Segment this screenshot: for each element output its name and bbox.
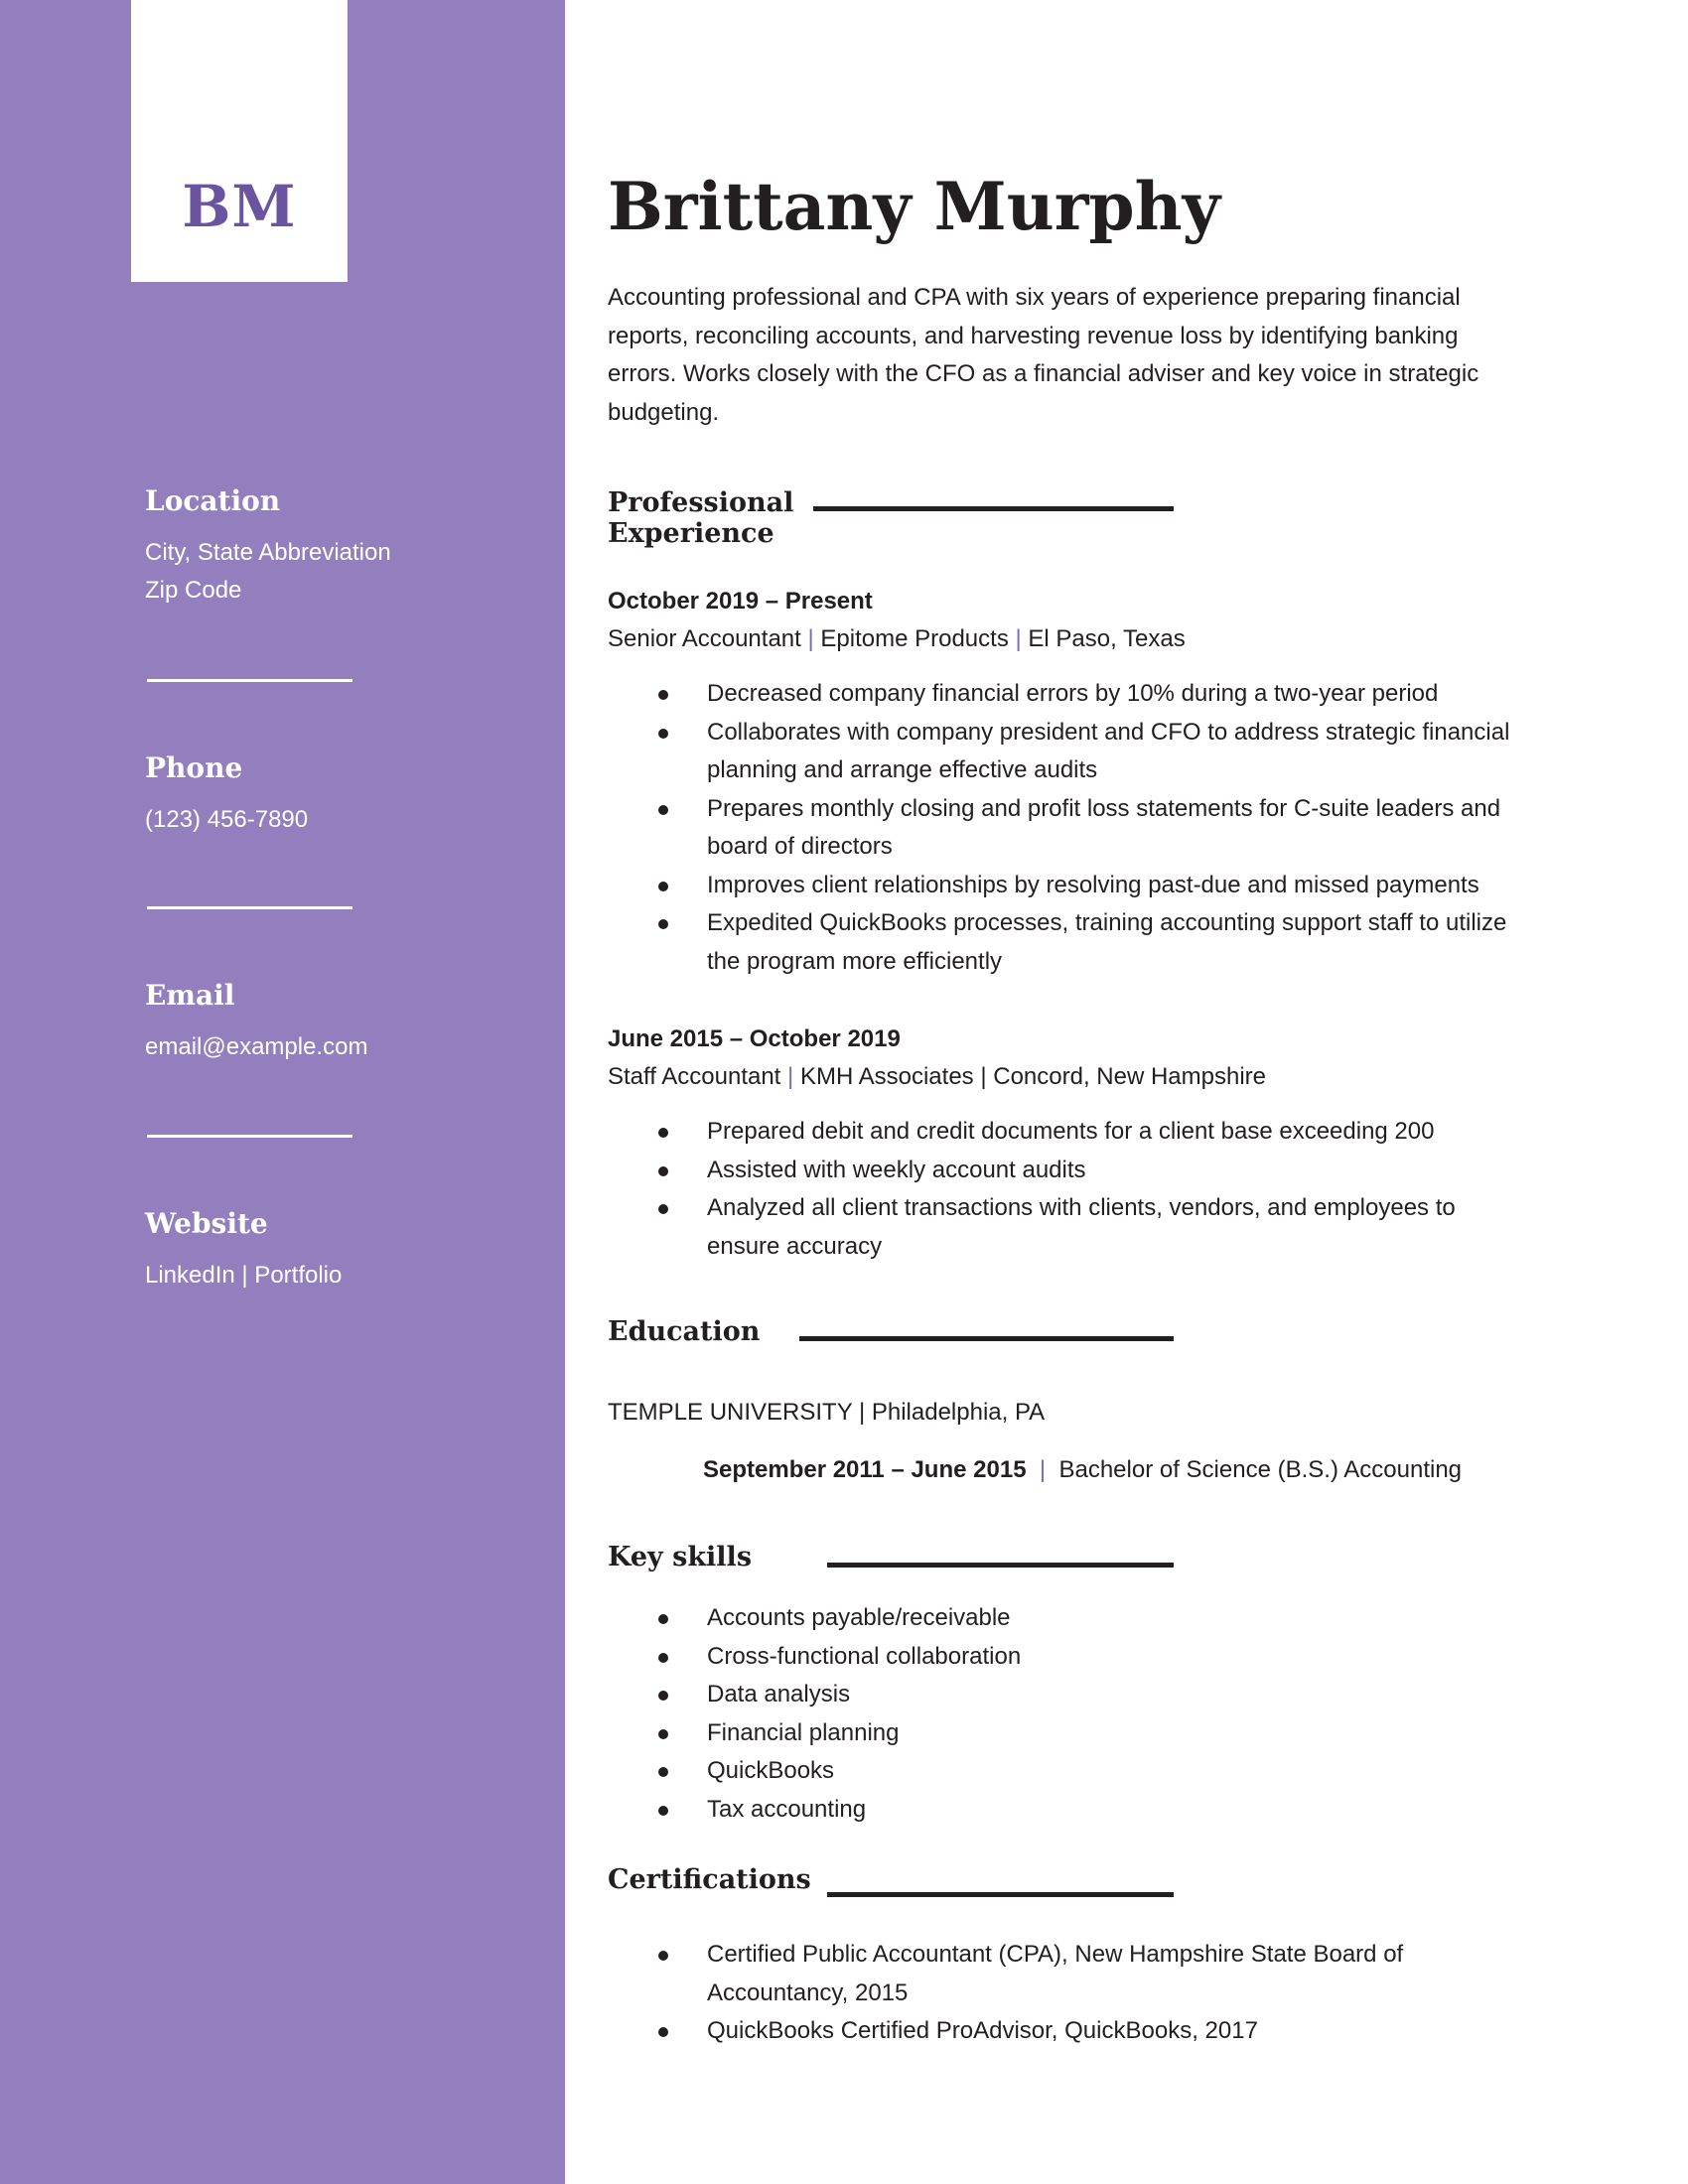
skills-heading: Key skills — [608, 1542, 753, 1572]
job-bullets — [608, 1113, 1531, 1266]
skill-text: Data analysis — [707, 1681, 851, 1707]
education-degree-line — [703, 1453, 1462, 1487]
job-bullets — [608, 675, 1531, 981]
summary: Accounting professional and CPA with six years of experience preparing financial reports, reconciling accounts, and harvesting revenue loss by identifying banking errors. Works closely with the CFO as a financial adviser and key voice in strategic budgeting. — [608, 284, 1479, 426]
bullet-icon — [658, 690, 668, 700]
certifications-heading: Certifications — [608, 1864, 811, 1895]
location-section — [145, 484, 542, 610]
education-degree: Bachelor of Science (B.S.) Accounting — [1058, 1456, 1463, 1483]
section-rule — [813, 506, 1174, 511]
phone-value: (123) 456-7890 — [145, 806, 309, 833]
skill-text: Financial planning — [707, 1718, 900, 1746]
list-item — [608, 1638, 1531, 1677]
email-section — [145, 979, 542, 1066]
bullet-icon — [658, 1653, 668, 1663]
list-item — [608, 1936, 1531, 2012]
email-text — [145, 1028, 542, 1066]
section-rule — [827, 1892, 1174, 1897]
sidebar — [0, 0, 565, 2184]
certifications-list — [608, 1936, 1531, 2051]
bullet-icon — [658, 729, 668, 739]
list-item — [608, 867, 1531, 905]
list-item — [608, 790, 1531, 867]
skill-text: Accounts payable/receivable — [707, 1604, 1011, 1631]
job-company: Epitome Products — [820, 625, 1009, 652]
list-item — [608, 1189, 1531, 1266]
phone-heading: Phone — [145, 751, 243, 784]
separator: | — [1033, 1456, 1053, 1483]
bullet-text: Prepared debit and credit documents for a client base exceeding 200 — [707, 1118, 1435, 1145]
sidebar-divider — [147, 1135, 352, 1138]
bullet-icon — [658, 1614, 668, 1624]
bullet-icon — [658, 1951, 668, 1961]
job-company-location: KMH Associates | Concord, New Hampshire — [799, 1063, 1267, 1090]
bullet-text: Expedited QuickBooks processes, training accounting support staff to utilize the program more efficiently — [707, 909, 1507, 975]
bullet-text: Prepares monthly closing and profit loss statements for C-suite leaders and board of directors — [707, 794, 1501, 860]
skill-text: Tax accounting — [707, 1795, 867, 1823]
list-item — [608, 2012, 1531, 2051]
experience-heading — [608, 487, 793, 549]
certification-text: Certified Public Accountant (CPA), New Hampshire State Board of Accountancy, 2015 — [707, 1941, 1404, 2006]
email-heading: Email — [145, 979, 235, 1012]
location-line-city: City, State Abbreviation — [145, 539, 391, 566]
bullet-icon — [658, 805, 668, 815]
bullet-icon — [658, 1729, 668, 1739]
bullet-text: Improves client relationships by resolving past-due and missed payments — [707, 871, 1479, 898]
bullet-icon — [658, 1166, 668, 1176]
job-title: Staff Accountant — [608, 1063, 781, 1090]
phone-section — [145, 751, 542, 839]
bullet-text: Collaborates with company president and CFO to address strategic financial planning and arrange effective audits — [707, 718, 1510, 783]
job-title-line — [608, 623, 1186, 655]
bullet-icon — [658, 919, 668, 929]
website-heading: Website — [145, 1207, 268, 1240]
sidebar-divider — [147, 906, 352, 909]
bullet-icon — [658, 1767, 668, 1777]
skills-list — [608, 1599, 1531, 1829]
list-item — [608, 714, 1531, 790]
location-text — [145, 534, 542, 610]
monogram: BM — [182, 173, 297, 240]
location-heading: Location — [145, 484, 281, 517]
bullet-icon — [658, 1128, 668, 1138]
list-item — [608, 1676, 1531, 1714]
job-dates: June 2015 – October 2019 — [608, 1025, 901, 1052]
website-links[interactable]: LinkedIn | Portfolio — [145, 1262, 343, 1289]
sidebar-divider — [147, 679, 352, 682]
monogram-box — [131, 0, 348, 282]
list-item — [608, 1752, 1531, 1791]
certification-text: QuickBooks Certified ProAdvisor, QuickBooks, 2017 — [707, 2017, 1258, 2044]
separator: | — [787, 1063, 794, 1090]
location-line-zip: Zip Code — [145, 577, 242, 604]
section-rule — [827, 1563, 1174, 1568]
list-item — [608, 675, 1531, 714]
separator: | — [807, 625, 814, 652]
job-location: El Paso, Texas — [1028, 625, 1186, 652]
applicant-name: Brittany Murphy — [608, 168, 1220, 245]
job-title-line — [608, 1061, 1266, 1093]
phone-text — [145, 801, 542, 839]
bullet-icon — [658, 2027, 668, 2037]
skill-text: QuickBooks — [707, 1757, 835, 1784]
list-item — [608, 1714, 1531, 1753]
job-title: Senior Accountant — [608, 625, 801, 652]
website-text — [145, 1257, 542, 1295]
bullet-icon — [658, 1806, 668, 1816]
bullet-text: Decreased company financial errors by 10% during a two-year period — [707, 680, 1439, 707]
separator: | — [1015, 625, 1022, 652]
education-heading: Education — [608, 1316, 761, 1347]
list-item — [608, 1791, 1531, 1830]
bullet-icon — [658, 882, 668, 891]
bullet-text: Assisted with weekly account audits — [707, 1156, 1086, 1183]
experience-heading-line2: Experience — [608, 518, 774, 549]
experience-heading-line1: Professional — [608, 487, 794, 518]
list-item — [608, 1113, 1531, 1152]
list-item — [608, 1599, 1531, 1638]
email-value[interactable]: email@example.com — [145, 1033, 368, 1060]
bullet-icon — [658, 1204, 668, 1214]
education-dates: September 2011 – June 2015 — [703, 1456, 1027, 1483]
skill-text: Cross-functional collaboration — [707, 1642, 1022, 1670]
bullet-icon — [658, 1691, 668, 1701]
bullet-text: Analyzed all client transactions with clients, vendors, and employees to ensure accuracy — [707, 1194, 1456, 1260]
list-item — [608, 1152, 1531, 1190]
list-item — [608, 904, 1531, 981]
education-school: TEMPLE UNIVERSITY | Philadelphia, PA — [608, 1399, 1046, 1426]
website-section — [145, 1207, 542, 1295]
section-rule — [799, 1336, 1174, 1341]
job-dates: October 2019 – Present — [608, 588, 873, 614]
